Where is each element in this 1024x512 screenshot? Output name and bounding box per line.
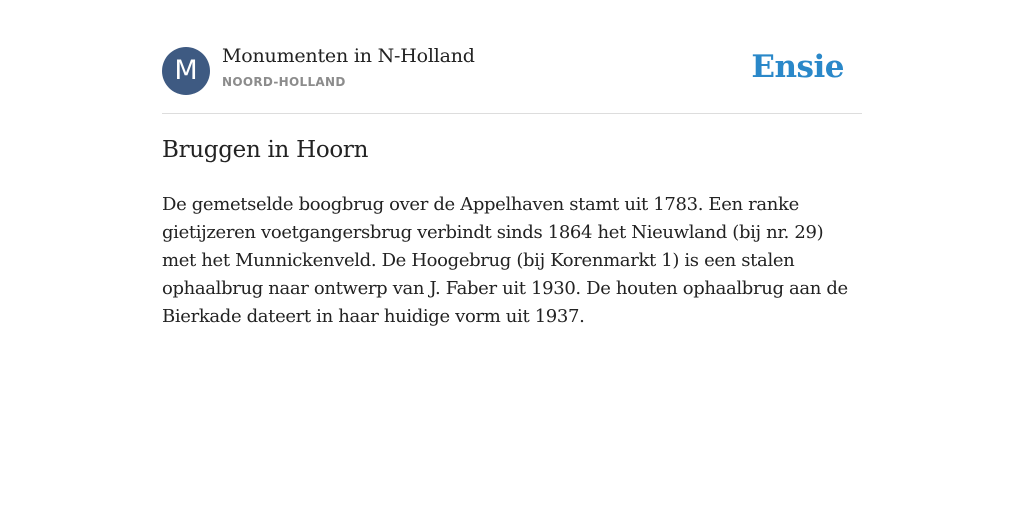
brand-logo[interactable]: Ensie <box>751 49 844 85</box>
article-title: Bruggen in Hoorn <box>162 137 369 163</box>
source-name[interactable]: Monumenten in N-Holland <box>222 45 475 67</box>
avatar[interactable]: M <box>162 47 210 95</box>
article-body: De gemetselde boogbrug over de Appelhaven stamt uit 1783. Een ranke gietijzeren voetgangersbrug verbindt sinds 1864 het Nieuwland (bij nr. 29) met het Munnickenveld. De Hoogebrug (bij Korenmarkt 1) is een stalen ophaalbrug naar ontwerp van J. Faber uit 1930. De houten ophaalbrug aan de Bierkade dateert in haar huidige vorm uit 1937. <box>162 194 848 327</box>
card-header <box>162 44 862 114</box>
source-region: NOORD-HOLLAND <box>222 75 346 89</box>
article-card <box>162 44 862 327</box>
